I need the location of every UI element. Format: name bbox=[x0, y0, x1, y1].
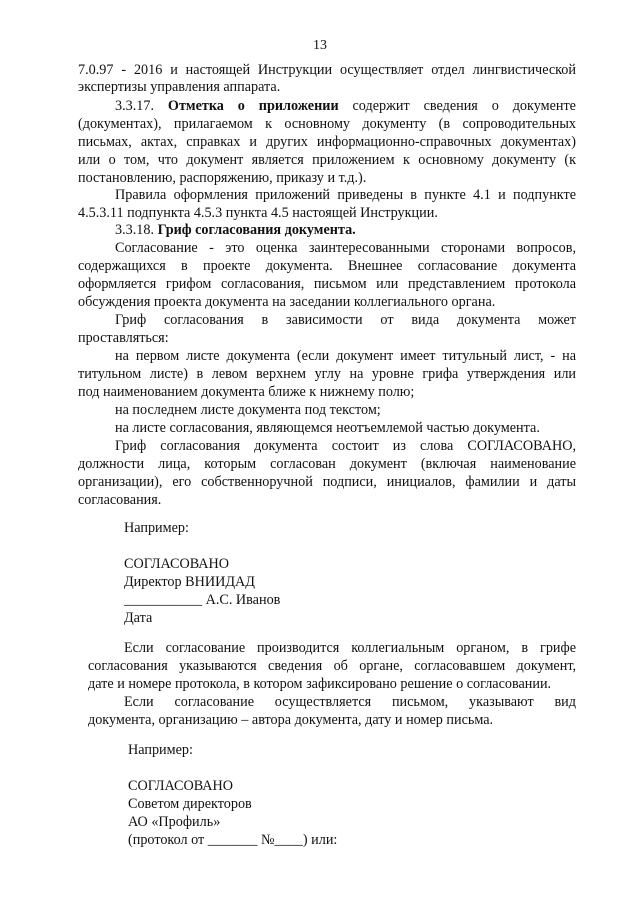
page-number: 13 bbox=[313, 38, 327, 53]
signatory-name: А.С. Иванов bbox=[202, 592, 281, 608]
example-label: Например: bbox=[128, 742, 193, 758]
paragraph-line: Гриф согласования документа состоит из слова СОГЛАСОВАНО, bbox=[115, 438, 576, 454]
approval-stamp-word: СОГЛАСОВАНО bbox=[128, 778, 234, 794]
paragraph-line: экспертизы управления аппарата. bbox=[78, 79, 281, 95]
list-item-line: под наименованием документа ближе к нижнему полю; bbox=[78, 384, 415, 400]
paragraph-line: содержащихся в проекте документа. Внешнее согласование документа bbox=[78, 258, 576, 274]
section-number: 3.3.18. bbox=[115, 222, 158, 238]
approval-organization: АО «Профиль» bbox=[128, 814, 221, 830]
section-3-3-17-heading bbox=[115, 98, 576, 115]
section-title: Отметка о приложении bbox=[167, 98, 339, 114]
paragraph-line: согласования. bbox=[78, 492, 162, 508]
paragraph-line: Согласование - это оценка заинтересованными сторонами вопросов, bbox=[115, 240, 576, 256]
list-item-line: на первом листе документа (если документ имеет титульный лист, - на bbox=[115, 348, 576, 364]
paragraph-line: согласования указываются сведения об органе, согласовавшем документ, bbox=[88, 658, 576, 674]
paragraph-line: постановлению, распоряжению, приказу и т.д.). bbox=[78, 170, 367, 186]
list-item-line: на листе согласования, являющемся неотъемлемой частью документа. bbox=[115, 420, 540, 436]
paragraph-line: письмах, актах, справках и других информационно-справочных документах) bbox=[78, 134, 576, 150]
signature-line bbox=[124, 592, 280, 609]
paragraph-line: проставляться: bbox=[78, 330, 169, 346]
paragraph-line: Правила оформления приложений приведены в пункте 4.1 и подпункте bbox=[115, 187, 576, 203]
list-item-line: титульном листе) в левом верхнем углу на уровне грифа утверждения или bbox=[78, 366, 576, 382]
approval-position: Директор ВНИИДАД bbox=[124, 574, 255, 590]
section-3-3-18-heading bbox=[115, 222, 356, 239]
paragraph-line: документа, организацию – автора документа, дату и номер письма. bbox=[88, 712, 494, 728]
approval-protocol: (протокол от _______ №____) или: bbox=[128, 832, 338, 848]
example-label: Например: bbox=[124, 520, 189, 536]
paragraph-line: организации), его собственноручной подписи, инициалов, фамилии и даты bbox=[78, 474, 576, 490]
approval-body: Советом директоров bbox=[128, 796, 252, 812]
paragraph-line: оформляется грифом согласования, письмом или представлением протокола bbox=[78, 276, 576, 292]
paragraph-line: Гриф согласования в зависимости от вида документа может bbox=[115, 312, 576, 328]
paragraph-line: 4.5.3.11 подпункта 4.5.3 пункта 4.5 настоящей Инструкции. bbox=[78, 205, 438, 221]
paragraph-line: Если согласование осуществляется письмом, указывают вид bbox=[124, 694, 576, 710]
paragraph-line: Если согласование производится коллегиальным органом, в грифе bbox=[124, 640, 576, 656]
paragraph-line: должности лица, которым согласован документ (включая наименование bbox=[78, 456, 576, 472]
section-title: Гриф согласования документа. bbox=[157, 222, 356, 238]
section-number: 3.3.17. bbox=[115, 98, 168, 114]
paragraph-line: или о том, что документ является приложением к основному документу (к bbox=[78, 152, 576, 168]
approval-stamp-word: СОГЛАСОВАНО bbox=[124, 556, 230, 572]
approval-date-label: Дата bbox=[124, 610, 153, 626]
paragraph-line: 7.0.97 - 2016 и настоящей Инструкции осуществляет отдел лингвистической bbox=[78, 62, 576, 78]
signature-blank: ___________ bbox=[124, 592, 203, 608]
list-item-line: на последнем листе документа под текстом; bbox=[115, 402, 381, 418]
paragraph-line: обсуждения проекта документа на заседании коллегиального органа. bbox=[78, 294, 496, 310]
paragraph-line: дате и номере протокола, в котором зафиксировано решение о согласовании. bbox=[88, 676, 552, 692]
paragraph-line: (документах), прилагаемом к основному документу (в сопроводительных bbox=[78, 116, 576, 132]
section-text: содержит сведения о документе bbox=[338, 98, 576, 114]
